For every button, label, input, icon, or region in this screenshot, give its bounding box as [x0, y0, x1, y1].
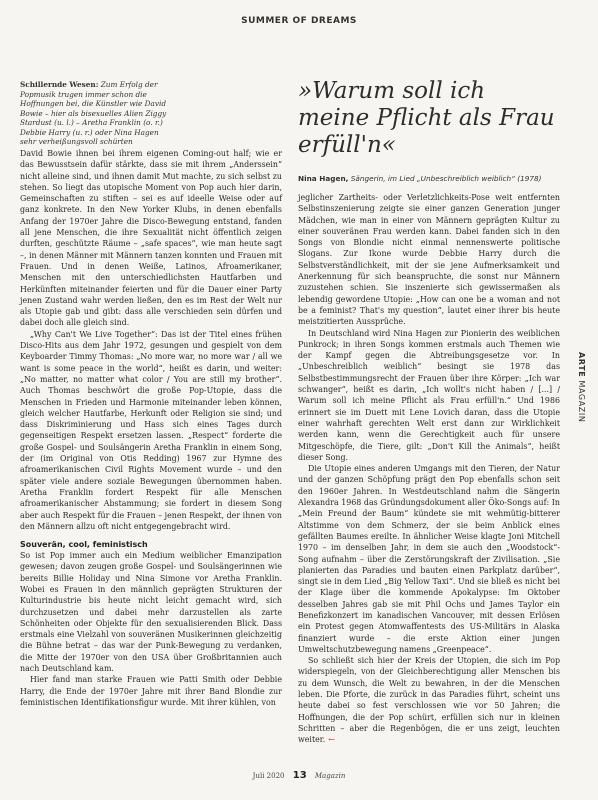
quote-author: Nina Hagen,: [298, 174, 349, 183]
paragraph: „Why Can't We Live Together“: Das ist der Titel eines frühen Disco-Hits aus dem Jahr 1972, gesungen und gespielt von dem Keyboarder Timmy Thomas: „No more war, no more war / all we want is some peace in the world“, heißt es darin, und weiter: „No matter, no matter what color / You are still my brother“. Auch Thomas beschwört die große Pop-Utopie, dass die Menschen in Frieden und Harmonie miteinander leben können, gleich welcher Hautfarbe, Herkunft oder Religion sie sind; und dass Diskriminierung und Hass sich eines Tages durch gegenseitigen Respekt ersetzen lassen. „Respect“ forderte die große Gospel- und Soulsängerin Aretha Franklin in einem Song, der (im Original von Otis Redding) 1967 zur Hymne des afroamerikanischen Civil Rights Movement wurde – und den später viele andere soziale Bewegungen übernommen haben. Aretha Franklin fordert Respekt für alle Menschen afroamerikanischer Abstammung; sie fordert in diesem Song aber auch Respekt für die Frauen – jenen Respekt, der ihnen von den Männern allzu oft nicht entgegengebracht wird.: [20, 329, 282, 531]
magazine-sidebar-label: [572, 352, 586, 482]
caption-lead: Schillernde Wesen:: [20, 80, 99, 89]
paragraph: Die Utopie eines anderen Umgangs mit den Tieren, der Natur und der ganzen Schöpfung prägt den Pop ebenfalls schon seit den 1960er Jahren. In Westdeutschland nahm die Sängerin Alexandra 1968 das Gründungsdokument aller Öko-Songs auf: In „Mein Freund der Baum“ kündete sie mit wehmütig-bitterer Altstimme von dem Schmerz, der sie beim Anblick eines gefällten Baumes ereilte. In ähnlicher Weise klagte Joni Mitchell 1970 – im denselben Jahr, in dem sie auch den „Woodstock“-Song aufnahm – über die Zerstörungskraft der Zivilisation. „Sie planierten das Paradies und bauten einen Parkplatz darüber“, singt sie in dem Lied „Big Yellow Taxi“. Und sie bließ es nicht bei der Klage über die kommende Apokalypse: Im Oktober desselben Jahres gab sie mit Phil Ochs und James Taylor ein Benefizkonzert im kanadischen Vancouver, mit dessen Erlösen ein Protest gegen Atomwaffentests des US-Militärs in Alaska finanziert wurde – die erste Aktion einer jungen Umweltschutzbewegung namens „Greenpeace“.: [298, 464, 560, 654]
paragraph: Hier fand man starke Frauen wie Patti Smith oder Debbie Harry, die Ende der 1970er Jahre mit ihrer Band Blondie zur feministischen Identifikationsfigur wurde. Mit ihrer kühlen, von: [20, 675, 282, 707]
paragraph-last: [298, 655, 560, 745]
quote-attribution: [298, 174, 568, 183]
paragraph: In Deutschland wird Nina Hagen zur Pionierin des weiblichen Punkrock; in ihren Songs kommen erstmals auch Themen wie der Kampf gegen die Abtreibungsgesetze vor. In „Unbeschreiblich weiblich“ besingt sie 1978 das Selbstbestimmungsrecht der Frauen über ihre Körper: „Ich war schwanger“, heißt es darin, „Ich wollt's nicht haben / [...] / Warum soll ich meine Pflicht als Frau erfüll'n.“ Und 1986 erinnert sie im Duett mit Lene Lovich daran, dass die Utopie einer wahrhaft gerechten Welt erst dann zur Wirklichkeit werden kann, wenn die Gerechtigkeit auch für unsere Mitgeschöpfe, die Tiere, gilt: „Don't Kill the Animals“, heißt dieser Song.: [298, 328, 560, 462]
paragraph-text: So schließt sich hier der Kreis der Utopien, die sich im Pop widerspiegeln, von der Gleichberechtigung aller Menschen bis zu dem Wunsch, die Welt zu bewahren, in der die Menschen leben. Die Pforte, die zurück in das Paradies führt, scheint uns heute dabei so fest verschlossen wie vor 50 Jahren; die Hoffnungen, die der Pop schürt, erfüllen sich nur in kleinen Schritten – aber die Regenbögen, die er uns zeigt, leuchten weiter.: [298, 656, 560, 745]
footer-magazine: Magazin: [314, 772, 346, 780]
photo-caption: [20, 80, 175, 147]
end-mark-icon: ←: [328, 735, 335, 745]
pull-quote: »Warum soll ich meine Pflicht als Frau erfüll'n«: [298, 78, 555, 158]
section-header: SUMMER OF DREAMS: [241, 16, 357, 26]
footer-date: Juli 2020: [252, 772, 285, 780]
paragraph: jeglicher Zartheits- oder Verletzlichkeits-Pose weit entfernten Selbstinszenierung zeigte sie einer ganzen Generation junger Mädchen, wie man in einer von Männern geprägten Kultur zu einer souveränen Frau werden kann. Dabei fanden sich in den Songs von Blondie nicht einmal nennenswerte politische Slogans. Zur Ikone wurde Debbie Harry durch die Selbstverständlichkeit, mit der sie jene Aufmerksamkeit und Anerkennung für sich beanspruchte, die sonst nur Männern zuzustehen schien. Sie inszenierte sich gewissermaßen als lebendig gewordene Utopie: „How can one be a woman and not be a feminist? That's my question“, lautet einer ihrer bis heute meistzitierten Aussprüche.: [298, 193, 560, 327]
paragraph: David Bowie ihnen bei ihrem eigenen Coming-out half; wie er das Bewusstsein dafür stärkte, dass sie mit ihrem „Anderssein“ nicht alleine sind, und ihnen damit Mut machte, zu sich selbst zu stehen. So liegt das utopische Moment von Pop auch hier darin, Gemeinschaften zu stiften – sei es auf ideelle Weise oder auf ganz konkrete. In den New Yorker Klubs, in denen ebenfalls Anfang der 1970er Jahre die Disco-Bewegung entstand, fanden all jene Menschen, die ihre Sexualität nicht öffentlich zeigen durften, geschützte Räume – „safe spaces“, wie man heute sagt –, in denen Männer mit Männern tanzen konnten und Frauen mit Frauen. Und in denen Weiße, Latinos, Afroamerikaner, Menschen mit den unterschiedlichsten Hautfarben und Herkünften miteinander feierten und für die Dauer einer Party jenen Zustand wahr werden ließen, den es im Rest der Welt nur als Utopie gab und gibt: dass alle verschieden sein dürfen und dabei doch alle gleich sind.: [20, 149, 282, 328]
page-number: 13: [292, 770, 307, 781]
article-column-right: [298, 192, 560, 746]
quote-source: Sängerin, im Lied „Unbeschreiblich weiblich“ (1978): [350, 174, 542, 183]
page-footer: [0, 770, 598, 781]
article-column-left: [20, 148, 282, 708]
subheading: Souverän, cool, feministisch: [20, 540, 148, 550]
paragraph: So ist Pop immer auch ein Medium weiblicher Emanzipation gewesen; davon zeugen große Gospel- und Soulsängerinnen wie bereits Billie Holiday und Nina Simone vor Aretha Franklin. Wobei es Frauen in den männlich geprägten Strukturen der Kulturindustrie bis heute nicht leicht gemacht wird, sich durchzusetzen und dabei mehr darzustellen als zarte Schönheiten oder Objekte für den sexualisierenden Blick. Dass erstmals eine Vielzahl von souveränen Musikerinnen gleichzeitig die Bühne betrat – das war der Punk-Bewegung zu verdanken, die Mitte der 1970er von den USA über Großbritannien auch nach Deutschland kam.: [20, 551, 282, 674]
brand-logo: ARTE: [577, 352, 586, 378]
caption-text: Zum Erfolg der Popmusik trugen immer schon die Hoffnungen bei, die Künstler wie David Bowie – hier als bisexuelles Alien Ziggy Stardust (u. l.) – Aretha Franklin (o. r.) Debbie Harry (u. r.) oder Nina Hagen sehr verheißungsvoll schürten: [20, 80, 167, 146]
sidebar-magazine-label: MAGAZIN: [577, 380, 586, 423]
